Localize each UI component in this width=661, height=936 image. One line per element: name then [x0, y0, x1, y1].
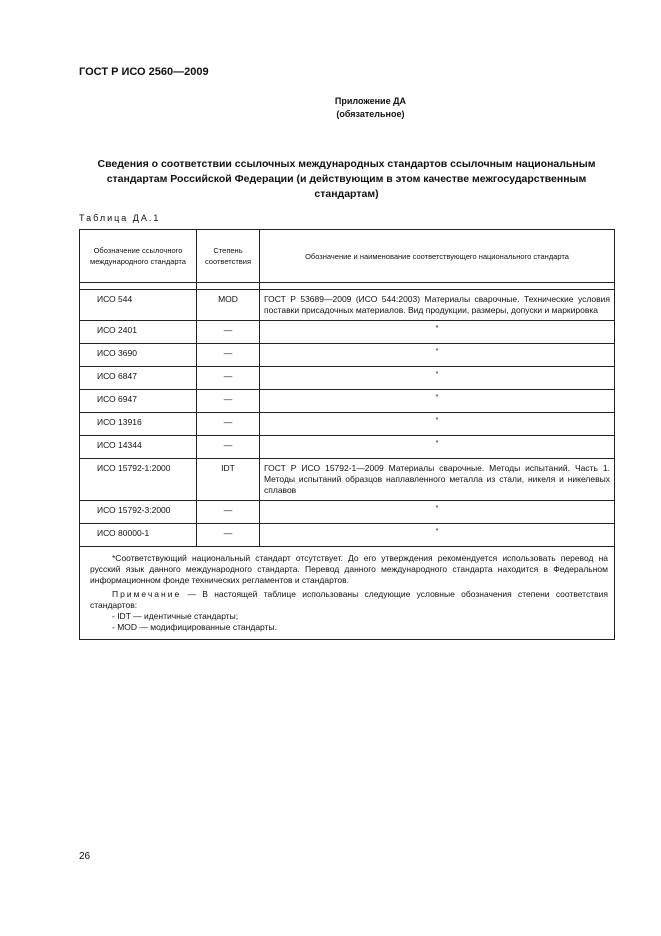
- section-heading: Сведения о соответствии ссылочных международных стандартов ссылочным национальным стандартам Российской Федерации (и действующим в этом качестве межгосударственным стандартам): [97, 158, 596, 200]
- national-standard-cell: ГОСТ Р ИСО 15792-1—2009 Материалы сварочные. Методы испытаний. Часть 1. Методы испытаний образцов наплавленного металла из стали, никеля и никелевых сплавов: [260, 459, 615, 501]
- note-list-item: - MOD — модифицированные стандарты.: [112, 622, 277, 632]
- table-row: [80, 501, 615, 524]
- annex-subtitle: (обязательное): [336, 109, 405, 119]
- note-list-item: - IDT — идентичные стандарты;: [112, 611, 239, 621]
- annex-block: [40, 96, 621, 119]
- standard-cell: ИСО 6847: [80, 367, 197, 390]
- degree-cell: —: [197, 390, 260, 413]
- degree-cell: IDT: [197, 459, 260, 501]
- table-row: [80, 459, 615, 501]
- national-standard-cell: *: [260, 524, 615, 547]
- column-header-national: Обозначение и наименование соответствующего национального стандарта: [260, 230, 615, 283]
- standard-cell: ИСО 15792-1:2000: [80, 459, 197, 501]
- table-row: [80, 321, 615, 344]
- gap-cell: [260, 283, 615, 290]
- degree-cell: MOD: [197, 290, 260, 321]
- degree-cell: —: [197, 501, 260, 524]
- footnote-text: *Соответствующий национальный стандарт отсутствует. До его утверждения рекомендуется использовать перевод на русский язык данного международного стандарта. Перевод данного международного стандарта находится в Федеральном информационном фонде технических регламентов и стандартов.: [90, 553, 608, 585]
- degree-cell: —: [197, 436, 260, 459]
- degree-cell: —: [197, 524, 260, 547]
- gap-cell: [197, 283, 260, 290]
- standard-cell: ИСО 544: [80, 290, 197, 321]
- standard-cell: ИСО 13916: [80, 413, 197, 436]
- degree-cell: —: [197, 413, 260, 436]
- degree-cell: —: [197, 344, 260, 367]
- table-note-cell: [80, 547, 615, 640]
- gap-cell: [80, 283, 197, 290]
- document-code: ГОСТ Р ИСО 2560—2009: [79, 66, 209, 78]
- standard-cell: ИСО 80000-1: [80, 524, 197, 547]
- standard-cell: ИСО 3690: [80, 344, 197, 367]
- table-row: [80, 367, 615, 390]
- table-body: [80, 283, 615, 640]
- table-header-row: [80, 230, 615, 283]
- header-gap: [80, 283, 615, 290]
- national-standard-cell: *: [260, 501, 615, 524]
- note-text: — В настоящей таблице использованы следующие условные обозначения степени соответствия стандартов:: [90, 589, 608, 610]
- degree-cell: —: [197, 321, 260, 344]
- national-standard-cell: *: [260, 367, 615, 390]
- standard-cell: ИСО 14344: [80, 436, 197, 459]
- column-header-degree: Степень соответствия: [197, 230, 260, 283]
- national-standard-cell: ГОСТ Р 53689—2009 (ИСО 544:2003) Материалы сварочные. Технические условия поставки присадочных материалов. Вид продукции, размеры, допуски и маркировка: [260, 290, 615, 321]
- correspondence-table: [79, 229, 615, 640]
- national-standard-cell: *: [260, 413, 615, 436]
- table-row: [80, 436, 615, 459]
- national-standard-cell: *: [260, 390, 615, 413]
- national-standard-cell: *: [260, 436, 615, 459]
- national-standard-cell: *: [260, 344, 615, 367]
- table-row: [80, 290, 615, 321]
- standard-cell: ИСО 2401: [80, 321, 197, 344]
- note-paragraph: [90, 589, 608, 611]
- annex-title: Приложение ДА: [334, 96, 406, 106]
- table-row: [80, 524, 615, 547]
- table-row: [80, 413, 615, 436]
- standard-cell: ИСО 15792-3:2000: [80, 501, 197, 524]
- table-row: [80, 390, 615, 413]
- note-label: Примечание: [112, 589, 182, 599]
- column-header-standard: Обозначение ссылочного международного стандарта: [80, 230, 197, 283]
- table-note-row: [80, 547, 615, 640]
- table-row: [80, 344, 615, 367]
- page-number: 26: [79, 851, 91, 862]
- standard-cell: ИСО 6947: [80, 390, 197, 413]
- degree-cell: —: [197, 367, 260, 390]
- national-standard-cell: *: [260, 321, 615, 344]
- table-caption: Таблица ДА.1: [79, 213, 161, 223]
